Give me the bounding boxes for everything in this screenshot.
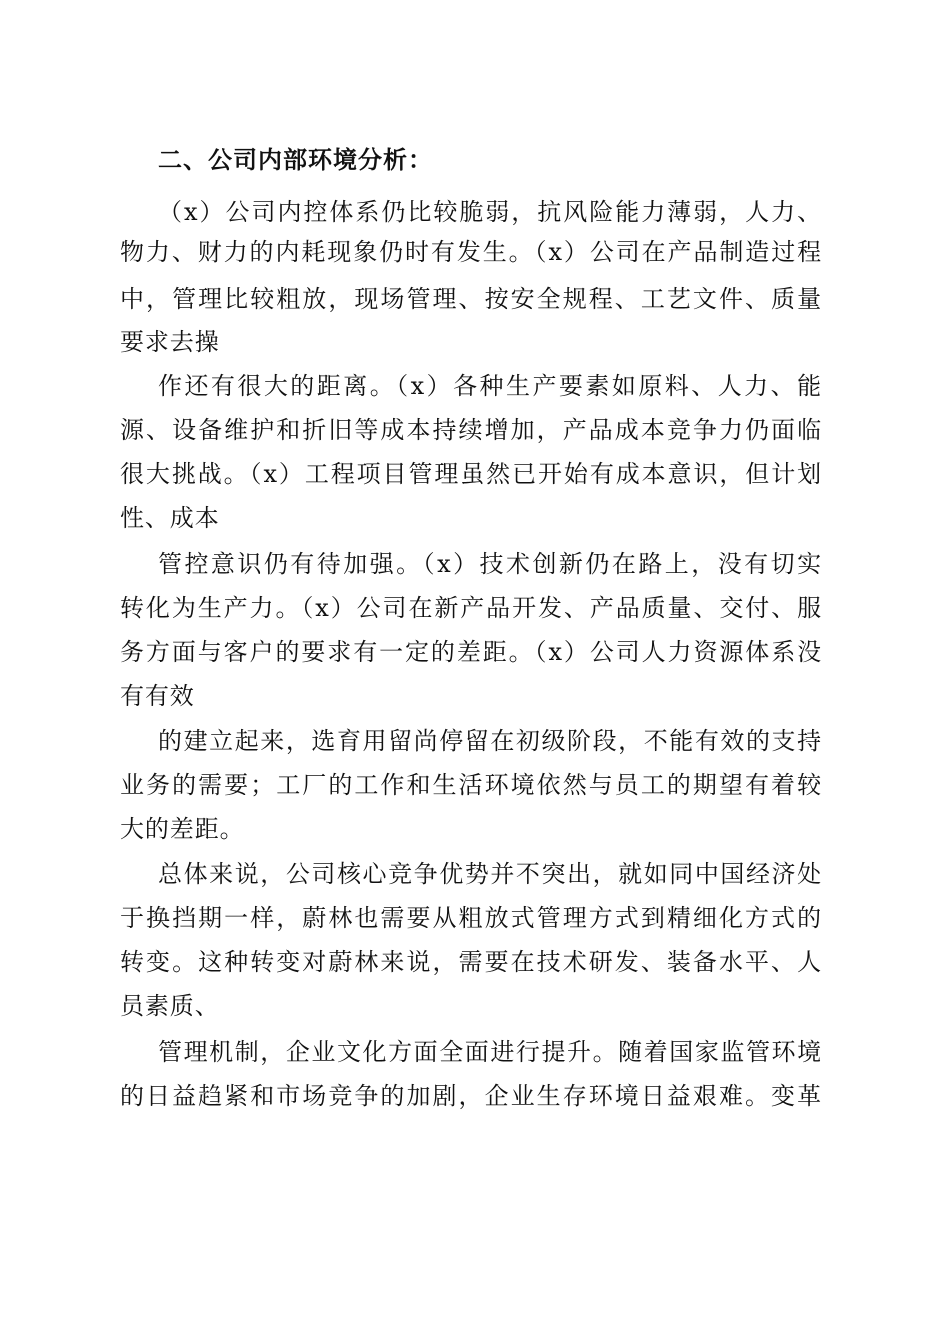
paragraph-line: 管控意识仍有待加强。（x）技术创新仍在路上，没有切实: [158, 550, 822, 578]
paragraph-line: 转化为生产力。（x）公司在新产品开发、产品质量、交付、服: [120, 594, 822, 622]
paragraph-line: 源、设备维护和折旧等成本持续增加，产品成本竞争力仍面临: [120, 416, 822, 444]
paragraph-line: 性、成本: [120, 504, 220, 532]
paragraph-line: 的建立起来，选育用留尚停留在初级阶段，不能有效的支持: [158, 727, 822, 755]
paragraph-line: 业务的需要；工厂的工作和生活环境依然与员工的期望有着较: [120, 771, 822, 799]
paragraph-line: 的日益趋紧和市场竞争的加剧，企业生存环境日益艰难。变革: [120, 1082, 822, 1110]
section-heading: 二、公司内部环境分析：: [158, 146, 433, 174]
paragraph-line: 于换挡期一样，蔚林也需要从粗放式管理方式到精细化方式的: [120, 904, 822, 932]
paragraph-line: 有有效: [120, 682, 195, 710]
paragraph-line: 中，管理比较粗放，现场管理、按安全规程、工艺文件、质量: [120, 285, 822, 313]
paragraph-line: 物力、财力的内耗现象仍时有发生。（x）公司在产品制造过程: [120, 238, 822, 266]
paragraph-line: 大的差距。: [120, 815, 245, 843]
paragraph-line: 员素质、: [120, 992, 220, 1020]
paragraph-line: 作还有很大的距离。（x）各种生产要素如原料、人力、能: [158, 372, 822, 400]
paragraph-line: 总体来说，公司核心竞争优势并不突出，就如同中国经济处: [158, 860, 822, 888]
paragraph-line: 管理机制，企业文化方面全面进行提升。随着国家监管环境: [158, 1038, 822, 1066]
paragraph-line: （x）公司内控体系仍比较脆弱，抗风险能力薄弱，人力、: [158, 198, 822, 226]
paragraph-line: 转变。这种转变对蔚林来说，需要在技术研发、装备水平、人: [120, 948, 822, 976]
paragraph-line: 很大挑战。（x）工程项目管理虽然已开始有成本意识，但计划: [120, 460, 822, 488]
paragraph-line: 务方面与客户的要求有一定的差距。（x）公司人力资源体系没: [120, 638, 822, 666]
paragraph-line: 要求去操: [120, 328, 220, 356]
